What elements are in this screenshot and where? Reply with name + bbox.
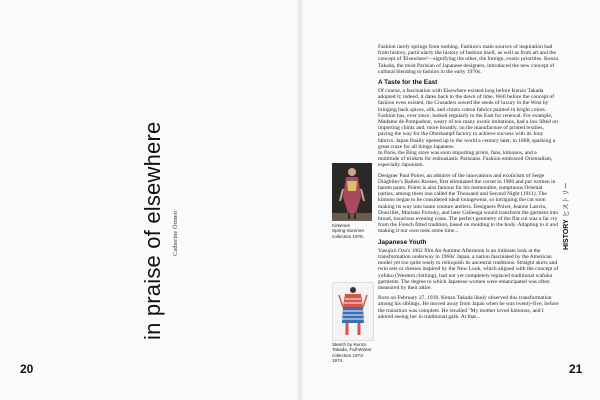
article-body (378, 44, 559, 324)
section-heading-2: Japanese Youth (378, 238, 427, 246)
figure-caption-1-text: Kirkenes Spring-Summer collection 1976. (332, 223, 365, 239)
page-number-right: 21 (569, 362, 583, 376)
chapter-title-text: in praise of elsewhere (140, 121, 165, 340)
section-name-jp: ヒストリー (563, 182, 570, 218)
body-paragraph-1: Of course, a fascination with Elsewhere existed long before Kenzo Takada adopted it; indeed, it dates back to the dawn of time. Well before the concept of fashion even existed, the Crusaders sowed the seeds of luxury in the West by bringing back spices, silk, and chintz cotton fabrics painted in bright colors. Fashion has, ever since, looked regularly to the East for renewal. For example, Madame de Pompadour, weary of too many exotic imitations, had a law lifted on importing chintz and, more broadly, on the manufacture of printed textiles, paving the way for the Oberkampf factory to achieve success with its Jouy fabrics. Japan finally opened up to the world a century later, in 1868, sparking a great craze for all things Japanese. (378, 88, 558, 150)
body-paragraph-4: Yasujirō Ozu's 1962 film An Autumn Afternoon is an intimate look at the transformation underway in 1960s' Japan, a nation fascinated by the American model yet too quite ready to relinquish its ancestral traditions. Straight skirts and twin sets or dresses inspired by the New Look, which aligned with the concept of yofuku (Western clothing), had not yet completely replaced traditional wafuku garments. The degree to which Japanese women were emancipated was often measured by their attire. (378, 247, 559, 291)
body-paragraph-2: In Paris, the Bing store was soon importing prints, fans, kimonos, and a multitude of trinkets for enthusiastic Parisians. Fashion embraced Orientalism, especially Japonism. (378, 150, 553, 169)
section-label-text (561, 170, 573, 250)
author-name (171, 176, 181, 256)
body-paragraph-5: Born on February 27, 1939, Kenzo Takada likely observed this transformation among his siblings. He moved away from Japan when he was twenty-five, before the transition was complete. He recalled "My mother loved kimonos, and I adored seeing her in traditional garb. At that... (378, 295, 559, 320)
intro-paragraph: Fashion rarely springs from nothing. Fashion's main sources of inspiration had from history, particularly the history of fashion itself, as well as from art and the concept of 'Elsewhere'—signifying the other, the foreign, exotic priorities. Kenzo Takada, the most Parisian of Japanese designers, introduced the new concept of cultural blending to fashion in the early 1970s. (378, 44, 559, 75)
runway-model-photo (332, 163, 372, 221)
body-paragraph-3: Designer Paul Poiret, an admirer of the innovations and exoticism of Serge Diaghilev's Ballets Russes, first eliminated the corset in 1906 and put women in harem pants. Poiret is also famous for his memorable, sumptuous Oriental parties, among them one called the Thousand and Second Night (1911). The kimono began to be considered ideal loungewear, so intriguing the cut soon making its way into haute couture ateliers. Designers Poiret, Jeanne Lanvin, Doucillet, Mariano Fortuny, and later Gallenga would transform the garment into broad, luxurious evening coats. The perfect geometry of the flat cut was a far cry from the French fitted tradition, based on molding to the body. Adapting to it and making it our own took some time... (378, 172, 559, 235)
figure-caption-2 (332, 342, 374, 363)
section-heading-1: A Taste for the East (378, 79, 438, 87)
author-name-text: Catherine Örmen (172, 211, 179, 256)
section-name: HISTORY (563, 219, 570, 250)
page-number-left: 20 (20, 362, 34, 376)
fashion-sketch-illustration (332, 282, 374, 341)
figure-caption-2-text: Sketch by Kenzo Takada, Fall-Winter collection 1973-1974. (332, 342, 372, 363)
chapter-title (140, 88, 166, 340)
figure-caption-1 (332, 223, 374, 239)
book-gutter (297, 0, 303, 400)
section-label (561, 170, 573, 250)
